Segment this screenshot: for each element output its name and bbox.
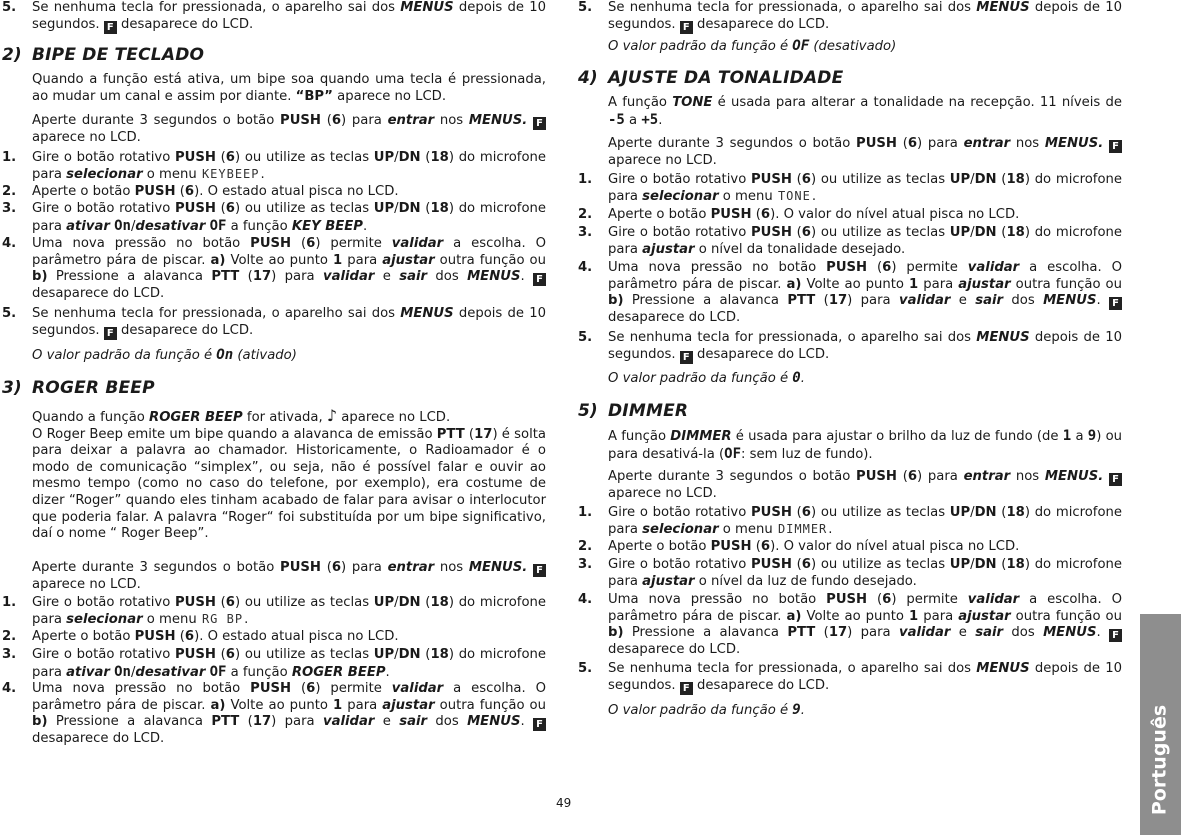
list-item: Se nenhuma tecla for pressionada, o aparelho sai dos MENUS depois de 10 segundos. F desaparece do LCD. [608, 661, 1122, 694]
list-item: Gire o botão rotativo PUSH (6) ou utilize as teclas UP/DN (18) do microfone para ativar On/desativar OF a função KEY BEEP. [32, 201, 546, 234]
lcd-text: On [216, 347, 234, 363]
section-title: AJUSTE DA TONALIDADE [608, 68, 844, 88]
item-number: 3. [578, 225, 593, 240]
item-number: 5. [578, 0, 593, 15]
lcd-text: TONE [777, 188, 811, 203]
item-number: 4. [578, 260, 593, 275]
default-value-note: O valor padrão da função é 0. [608, 370, 805, 386]
list-item: Se nenhuma tecla for pressionada, o aparelho sai dos MENUS depois de 10 segundos. F desaparece do LCD. [32, 0, 546, 33]
list-item: Uma nova pressão no botão PUSH (6) permite validar a escolha. O parâmetro pára de piscar. a) Volte ao punto 1 para ajustar outra função ou b) Pressione a alavanca PTT (17) para validar e sair dos MENUS. F desaparece do LCD. [32, 236, 546, 302]
paragraph: Quando a função está ativa, um bipe soa quando uma tecla é pressionada, ao mudar um canal e assim por diante. “BP” aparece no LCD. [32, 72, 546, 104]
menu-f-icon: F [533, 564, 546, 577]
lcd-text: 1 [1062, 428, 1072, 444]
lcd-text: RG BP [201, 611, 244, 626]
lcd-text: 9 [792, 702, 801, 718]
default-value-note: O valor padrão da função é On (ativado) [32, 347, 297, 363]
paragraph: Aperte durante 3 segundos o botão PUSH (6) para entrar nos MENUS. F aparece no LCD. [32, 113, 546, 147]
paragraph: A função TONE é usada para alterar a tonalidade na recepção. 11 níveis de -5 a +5. [608, 95, 1122, 128]
menu-f-icon: F [104, 21, 117, 34]
item-number: 4. [2, 236, 17, 251]
menu-f-icon: F [533, 117, 546, 130]
paragraph: Aperte durante 3 segundos o botão PUSH (6) para entrar nos MENUS. F aparece no LCD. [608, 136, 1122, 170]
item-number: 1. [578, 505, 593, 520]
list-item: Aperte o botão PUSH (6). O estado atual pisca no LCD. [32, 184, 399, 199]
lcd-text: DIMMER [777, 521, 828, 536]
list-item: Gire o botão rotativo PUSH (6) ou utilize as teclas UP/DN (18) do microfone para selecionar o menu TONE. [608, 172, 1122, 204]
item-number: 4. [578, 592, 593, 607]
item-number: 5. [2, 0, 17, 15]
paragraph: Aperte durante 3 segundos o botão PUSH (6) para entrar nos MENUS. F aparece no LCD. [32, 560, 546, 594]
section-number: 5) [578, 401, 598, 421]
list-item: Gire o botão rotativo PUSH (6) ou utilize as teclas UP/DN (18) do microfone para selecionar o menu DIMMER. [608, 505, 1122, 537]
item-number: 1. [2, 595, 17, 610]
default-value-note: O valor padrão da função é OF (desativado) [608, 38, 897, 54]
item-number: 1. [2, 150, 17, 165]
section-title: BIPE DE TECLADO [32, 45, 205, 65]
language-tab-label: Português [1148, 704, 1171, 816]
list-item: Aperte o botão PUSH (6). O valor do nível atual pisca no LCD. [608, 539, 1020, 554]
menu-f-icon: F [533, 273, 546, 286]
item-number: 2. [578, 539, 593, 554]
menu-f-icon: F [1109, 473, 1122, 486]
list-item: Aperte o botão PUSH (6). O valor do nível atual pisca no LCD. [608, 207, 1020, 222]
menu-f-icon: F [104, 327, 117, 340]
lcd-text: On [114, 217, 131, 234]
list-item: Aperte o botão PUSH (6). O estado atual pisca no LCD. [32, 629, 399, 644]
paragraph: Quando a função ROGER BEEP for ativada, ♪ aparece no LCD. O Roger Beep emite um bipe quando a alavanca de emissão PTT (17) é solta para deixar a palavra ao chamador. Historicamente, o Radioamador é o modo de comunicação “simplex”, ou seja, não é possível falar e ouvir ao mesmo tempo (como no caso do telefone, por exemplo), era costume de dizer “Roger” quando eles tinham acabado de falar para avisar o interlocutor que poderia falar. A palavra “Roger“ foi substituída por um bipe significativo, daí o nome “ Roger Beep”. [32, 406, 546, 542]
list-item: Uma nova pressão no botão PUSH (6) permite validar a escolha. O parâmetro pára de piscar. a) Volte ao punto 1 para ajustar outra função ou b) Pressione a alavanca PTT (17) para validar e sair dos MENUS. F desaparece do LCD. [608, 260, 1122, 326]
item-number: 5. [2, 306, 17, 321]
lcd-text: -5 [608, 111, 625, 128]
menu-f-icon: F [680, 682, 693, 695]
menu-f-icon: F [680, 21, 693, 34]
list-item: Se nenhuma tecla for pressionada, o aparelho sai dos MENUS depois de 10 segundos. F desaparece do LCD. [608, 0, 1122, 33]
item-number: 4. [2, 681, 17, 696]
item-number: 3. [578, 557, 593, 572]
item-number: 3. [2, 647, 17, 662]
section-number: 2) [2, 45, 22, 65]
lcd-text: OF [724, 445, 742, 462]
menu-f-icon: F [1109, 629, 1122, 642]
list-item: Gire o botão rotativo PUSH (6) ou utilize as teclas UP/DN (18) do microfone para selecionar o menu KEYBEEP. [32, 150, 546, 182]
item-number: 5. [578, 330, 593, 345]
item-number: 2. [2, 629, 17, 644]
paragraph: Aperte durante 3 segundos o botão PUSH (6) para entrar nos MENUS. F aparece no LCD. [608, 469, 1122, 503]
menu-f-icon: F [680, 351, 693, 364]
lcd-text: OF [209, 217, 227, 234]
list-item: Gire o botão rotativo PUSH (6) ou utilize as teclas UP/DN (18) do microfone para ajustar o nível da luz de fundo desejado. [608, 557, 1122, 589]
page-number: 49 [556, 796, 572, 810]
menu-f-icon: F [1109, 140, 1122, 153]
item-number: 1. [578, 172, 593, 187]
item-number: 2. [2, 184, 17, 199]
list-item: Gire o botão rotativo PUSH (6) ou utilize as teclas UP/DN (18) do microfone para selecionar o menu RG BP. [32, 595, 546, 627]
default-value-note: O valor padrão da função é 9. [608, 702, 805, 718]
menu-f-icon: F [533, 718, 546, 731]
lcd-text: KEYBEEP [201, 166, 260, 181]
lcd-text: OF [792, 38, 810, 54]
list-item: Uma nova pressão no botão PUSH (6) permite validar a escolha. O parâmetro pára de piscar. a) Volte ao punto 1 para ajustar outra função ou b) Pressione a alavanca PTT (17) para validar e sair dos MENUS. F desaparece do LCD. [608, 592, 1122, 658]
item-number: 3. [2, 201, 17, 216]
list-item: Se nenhuma tecla for pressionada, o aparelho sai dos MENUS depois de 10 segundos. F desaparece do LCD. [32, 306, 546, 339]
section-number: 3) [2, 378, 22, 398]
menu-f-icon: F [1109, 297, 1122, 310]
list-item: Uma nova pressão no botão PUSH (6) permite validar a escolha. O parâmetro pára de piscar. a) Volte ao punto 1 para ajustar outra função ou b) Pressione a alavanca PTT (17) para validar e sair dos MENUS. F desaparece do LCD. [32, 681, 546, 747]
lcd-text: On [114, 663, 131, 680]
lcd-text: 9 [1087, 428, 1097, 444]
item-number: 5. [578, 661, 593, 676]
item-number: 2. [578, 207, 593, 222]
list-item: Gire o botão rotativo PUSH (6) ou utilize as teclas UP/DN (18) do microfone para ajustar o nível da tonalidade desejado. [608, 225, 1122, 257]
lcd-text: 0 [792, 370, 801, 386]
paragraph: A função DIMMER é usada para ajustar o brilho da luz de fundo (de 1 a 9) ou para desativá-la (OF: sem luz de fundo). [608, 428, 1123, 462]
section-number: 4) [578, 68, 598, 88]
lcd-text: OF [209, 663, 227, 680]
list-item: Gire o botão rotativo PUSH (6) ou utilize as teclas UP/DN (18) do microfone para ativar On/desativar OF a função ROGER BEEP. [32, 647, 546, 680]
lcd-text: +5 [641, 111, 659, 128]
music-note-icon: ♪ [326, 406, 338, 425]
section-title: DIMMER [608, 401, 689, 421]
section-title: ROGER BEEP [32, 378, 155, 398]
list-item: Se nenhuma tecla for pressionada, o aparelho sai dos MENUS depois de 10 segundos. F desaparece do LCD. [608, 330, 1122, 363]
